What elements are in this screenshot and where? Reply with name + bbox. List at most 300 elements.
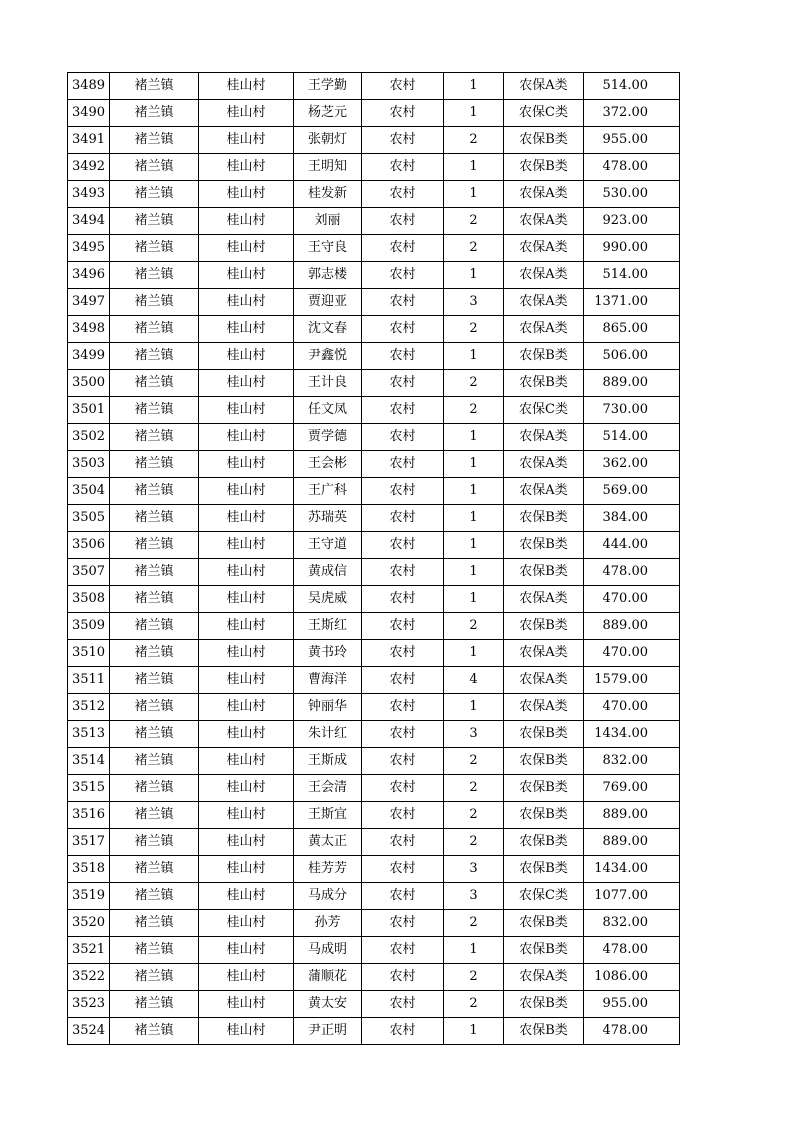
name-cell: 马成明 — [294, 937, 362, 964]
name-cell: 王斯红 — [294, 613, 362, 640]
name-cell: 王斯宜 — [294, 802, 362, 829]
town-cell: 褚兰镇 — [110, 505, 199, 532]
insurance-type-cell: 农保B类 — [504, 532, 584, 559]
insurance-type-cell: 农保B类 — [504, 856, 584, 883]
village-cell: 桂山村 — [199, 478, 294, 505]
table-row — [68, 991, 680, 1018]
town-cell: 褚兰镇 — [110, 370, 199, 397]
table-row — [68, 964, 680, 991]
insurance-type-cell: 农保A类 — [504, 181, 584, 208]
insurance-type-cell: 农保C类 — [504, 100, 584, 127]
row-number: 3524 — [68, 1018, 110, 1045]
town-cell: 褚兰镇 — [110, 937, 199, 964]
table-row — [68, 667, 680, 694]
amount-cell: 514.00 — [584, 262, 680, 289]
household-count-cell: 4 — [444, 667, 504, 694]
amount-cell: 1371.00 — [584, 289, 680, 316]
amount-cell: 832.00 — [584, 910, 680, 937]
insurance-type-cell: 农保A类 — [504, 424, 584, 451]
row-number: 3494 — [68, 208, 110, 235]
amount-cell: 955.00 — [584, 127, 680, 154]
insurance-type-cell: 农保A类 — [504, 586, 584, 613]
village-cell: 桂山村 — [199, 559, 294, 586]
name-cell: 王守道 — [294, 532, 362, 559]
table-row — [68, 397, 680, 424]
village-cell: 桂山村 — [199, 910, 294, 937]
household-count-cell: 3 — [444, 883, 504, 910]
row-number: 3504 — [68, 478, 110, 505]
category-cell: 农村 — [362, 910, 444, 937]
table-row — [68, 1018, 680, 1045]
town-cell: 褚兰镇 — [110, 829, 199, 856]
table-row — [68, 262, 680, 289]
table-row — [68, 748, 680, 775]
insurance-type-cell: 农保B类 — [504, 802, 584, 829]
name-cell: 钟丽华 — [294, 694, 362, 721]
insurance-type-cell: 农保A类 — [504, 208, 584, 235]
row-number: 3517 — [68, 829, 110, 856]
amount-cell: 923.00 — [584, 208, 680, 235]
household-count-cell: 3 — [444, 289, 504, 316]
insurance-type-cell: 农保B类 — [504, 829, 584, 856]
category-cell: 农村 — [362, 856, 444, 883]
category-cell: 农村 — [362, 181, 444, 208]
category-cell: 农村 — [362, 748, 444, 775]
category-cell: 农村 — [362, 235, 444, 262]
amount-cell: 889.00 — [584, 613, 680, 640]
insurance-type-cell: 农保A类 — [504, 667, 584, 694]
town-cell: 褚兰镇 — [110, 424, 199, 451]
town-cell: 褚兰镇 — [110, 343, 199, 370]
village-cell: 桂山村 — [199, 694, 294, 721]
town-cell: 褚兰镇 — [110, 100, 199, 127]
name-cell: 孙芳 — [294, 910, 362, 937]
household-count-cell: 2 — [444, 397, 504, 424]
row-number: 3516 — [68, 802, 110, 829]
name-cell: 黄太安 — [294, 991, 362, 1018]
village-cell: 桂山村 — [199, 235, 294, 262]
insurance-type-cell: 农保C类 — [504, 397, 584, 424]
table-row — [68, 721, 680, 748]
name-cell: 苏瑞英 — [294, 505, 362, 532]
table-row — [68, 343, 680, 370]
village-cell: 桂山村 — [199, 613, 294, 640]
table-row — [68, 73, 680, 100]
category-cell: 农村 — [362, 883, 444, 910]
household-count-cell: 1 — [444, 451, 504, 478]
village-cell: 桂山村 — [199, 262, 294, 289]
town-cell: 褚兰镇 — [110, 127, 199, 154]
name-cell: 沈文春 — [294, 316, 362, 343]
table-row — [68, 181, 680, 208]
village-cell: 桂山村 — [199, 802, 294, 829]
category-cell: 农村 — [362, 586, 444, 613]
row-number: 3501 — [68, 397, 110, 424]
town-cell: 褚兰镇 — [110, 748, 199, 775]
amount-cell: 1434.00 — [584, 721, 680, 748]
town-cell: 褚兰镇 — [110, 802, 199, 829]
household-count-cell: 2 — [444, 316, 504, 343]
town-cell: 褚兰镇 — [110, 532, 199, 559]
category-cell: 农村 — [362, 262, 444, 289]
amount-cell: 362.00 — [584, 451, 680, 478]
household-count-cell: 1 — [444, 181, 504, 208]
table-row — [68, 694, 680, 721]
table-row — [68, 802, 680, 829]
household-count-cell: 1 — [444, 478, 504, 505]
category-cell: 农村 — [362, 127, 444, 154]
row-number: 3513 — [68, 721, 110, 748]
category-cell: 农村 — [362, 964, 444, 991]
village-cell: 桂山村 — [199, 370, 294, 397]
amount-cell: 1434.00 — [584, 856, 680, 883]
household-count-cell: 2 — [444, 802, 504, 829]
household-count-cell: 1 — [444, 532, 504, 559]
town-cell: 褚兰镇 — [110, 235, 199, 262]
town-cell: 褚兰镇 — [110, 208, 199, 235]
row-number: 3493 — [68, 181, 110, 208]
category-cell: 农村 — [362, 802, 444, 829]
table-row — [68, 640, 680, 667]
amount-cell: 478.00 — [584, 1018, 680, 1045]
insurance-type-cell: 农保A类 — [504, 262, 584, 289]
category-cell: 农村 — [362, 343, 444, 370]
table-row — [68, 910, 680, 937]
category-cell: 农村 — [362, 1018, 444, 1045]
village-cell: 桂山村 — [199, 775, 294, 802]
household-count-cell: 1 — [444, 694, 504, 721]
category-cell: 农村 — [362, 937, 444, 964]
insurance-type-cell: 农保C类 — [504, 883, 584, 910]
row-number: 3499 — [68, 343, 110, 370]
town-cell: 褚兰镇 — [110, 640, 199, 667]
insurance-type-cell: 农保A类 — [504, 316, 584, 343]
town-cell: 褚兰镇 — [110, 397, 199, 424]
table-row — [68, 559, 680, 586]
name-cell: 尹鑫悦 — [294, 343, 362, 370]
village-cell: 桂山村 — [199, 586, 294, 613]
category-cell: 农村 — [362, 424, 444, 451]
table-row — [68, 532, 680, 559]
name-cell: 王守良 — [294, 235, 362, 262]
row-number: 3495 — [68, 235, 110, 262]
household-count-cell: 2 — [444, 775, 504, 802]
amount-cell: 470.00 — [584, 694, 680, 721]
village-cell: 桂山村 — [199, 343, 294, 370]
household-count-cell: 1 — [444, 100, 504, 127]
amount-cell: 514.00 — [584, 73, 680, 100]
town-cell: 褚兰镇 — [110, 316, 199, 343]
table-row — [68, 154, 680, 181]
amount-cell: 470.00 — [584, 586, 680, 613]
table-row — [68, 316, 680, 343]
table-row — [68, 100, 680, 127]
household-count-cell: 2 — [444, 127, 504, 154]
town-cell: 褚兰镇 — [110, 856, 199, 883]
table-row — [68, 235, 680, 262]
insurance-type-cell: 农保B类 — [504, 748, 584, 775]
category-cell: 农村 — [362, 397, 444, 424]
records-table — [67, 72, 680, 1045]
village-cell: 桂山村 — [199, 397, 294, 424]
household-count-cell: 1 — [444, 640, 504, 667]
amount-cell: 530.00 — [584, 181, 680, 208]
village-cell: 桂山村 — [199, 100, 294, 127]
household-count-cell: 1 — [444, 586, 504, 613]
household-count-cell: 2 — [444, 235, 504, 262]
village-cell: 桂山村 — [199, 856, 294, 883]
amount-cell: 384.00 — [584, 505, 680, 532]
table-row — [68, 937, 680, 964]
town-cell: 褚兰镇 — [110, 721, 199, 748]
table-row — [68, 586, 680, 613]
amount-cell: 730.00 — [584, 397, 680, 424]
name-cell: 任文凤 — [294, 397, 362, 424]
row-number: 3510 — [68, 640, 110, 667]
row-number: 3523 — [68, 991, 110, 1018]
category-cell: 农村 — [362, 505, 444, 532]
household-count-cell: 1 — [444, 1018, 504, 1045]
name-cell: 黄书玲 — [294, 640, 362, 667]
village-cell: 桂山村 — [199, 883, 294, 910]
amount-cell: 444.00 — [584, 532, 680, 559]
table-row — [68, 208, 680, 235]
name-cell: 张朝灯 — [294, 127, 362, 154]
household-count-cell: 3 — [444, 721, 504, 748]
household-count-cell: 2 — [444, 208, 504, 235]
amount-cell: 769.00 — [584, 775, 680, 802]
row-number: 3491 — [68, 127, 110, 154]
household-count-cell: 2 — [444, 829, 504, 856]
name-cell: 郭志楼 — [294, 262, 362, 289]
category-cell: 农村 — [362, 613, 444, 640]
village-cell: 桂山村 — [199, 316, 294, 343]
insurance-type-cell: 农保B类 — [504, 721, 584, 748]
amount-cell: 506.00 — [584, 343, 680, 370]
town-cell: 褚兰镇 — [110, 694, 199, 721]
category-cell: 农村 — [362, 721, 444, 748]
row-number: 3515 — [68, 775, 110, 802]
row-number: 3518 — [68, 856, 110, 883]
insurance-type-cell: 农保B类 — [504, 613, 584, 640]
amount-cell: 372.00 — [584, 100, 680, 127]
category-cell: 农村 — [362, 640, 444, 667]
town-cell: 褚兰镇 — [110, 73, 199, 100]
village-cell: 桂山村 — [199, 505, 294, 532]
amount-cell: 889.00 — [584, 802, 680, 829]
amount-cell: 514.00 — [584, 424, 680, 451]
amount-cell: 1579.00 — [584, 667, 680, 694]
category-cell: 农村 — [362, 991, 444, 1018]
amount-cell: 478.00 — [584, 559, 680, 586]
category-cell: 农村 — [362, 289, 444, 316]
insurance-type-cell: 农保B类 — [504, 127, 584, 154]
table-row — [68, 613, 680, 640]
row-number: 3492 — [68, 154, 110, 181]
insurance-type-cell: 农保A类 — [504, 73, 584, 100]
household-count-cell: 2 — [444, 613, 504, 640]
insurance-type-cell: 农保A类 — [504, 640, 584, 667]
insurance-type-cell: 农保B类 — [504, 559, 584, 586]
table-row — [68, 883, 680, 910]
town-cell: 褚兰镇 — [110, 883, 199, 910]
insurance-type-cell: 农保B类 — [504, 505, 584, 532]
household-count-cell: 1 — [444, 343, 504, 370]
insurance-type-cell: 农保A类 — [504, 478, 584, 505]
household-count-cell: 2 — [444, 964, 504, 991]
town-cell: 褚兰镇 — [110, 910, 199, 937]
table-row — [68, 451, 680, 478]
village-cell: 桂山村 — [199, 289, 294, 316]
village-cell: 桂山村 — [199, 748, 294, 775]
town-cell: 褚兰镇 — [110, 181, 199, 208]
category-cell: 农村 — [362, 154, 444, 181]
insurance-type-cell: 农保B类 — [504, 154, 584, 181]
row-number: 3520 — [68, 910, 110, 937]
category-cell: 农村 — [362, 370, 444, 397]
household-count-cell: 2 — [444, 910, 504, 937]
row-number: 3507 — [68, 559, 110, 586]
amount-cell: 955.00 — [584, 991, 680, 1018]
category-cell: 农村 — [362, 559, 444, 586]
amount-cell: 832.00 — [584, 748, 680, 775]
row-number: 3509 — [68, 613, 110, 640]
amount-cell: 478.00 — [584, 937, 680, 964]
village-cell: 桂山村 — [199, 964, 294, 991]
insurance-type-cell: 农保A类 — [504, 964, 584, 991]
table-row — [68, 478, 680, 505]
category-cell: 农村 — [362, 694, 444, 721]
row-number: 3497 — [68, 289, 110, 316]
town-cell: 褚兰镇 — [110, 964, 199, 991]
town-cell: 褚兰镇 — [110, 667, 199, 694]
category-cell: 农村 — [362, 73, 444, 100]
town-cell: 褚兰镇 — [110, 154, 199, 181]
name-cell: 王斯成 — [294, 748, 362, 775]
row-number: 3519 — [68, 883, 110, 910]
name-cell: 桂发新 — [294, 181, 362, 208]
household-count-cell: 1 — [444, 424, 504, 451]
table-row — [68, 775, 680, 802]
row-number: 3521 — [68, 937, 110, 964]
village-cell: 桂山村 — [199, 127, 294, 154]
category-cell: 农村 — [362, 451, 444, 478]
name-cell: 黄成信 — [294, 559, 362, 586]
name-cell: 刘丽 — [294, 208, 362, 235]
town-cell: 褚兰镇 — [110, 586, 199, 613]
category-cell: 农村 — [362, 532, 444, 559]
category-cell: 农村 — [362, 316, 444, 343]
village-cell: 桂山村 — [199, 1018, 294, 1045]
row-number: 3506 — [68, 532, 110, 559]
table-row — [68, 505, 680, 532]
name-cell: 朱计红 — [294, 721, 362, 748]
name-cell: 贾迎亚 — [294, 289, 362, 316]
row-number: 3522 — [68, 964, 110, 991]
household-count-cell: 3 — [444, 856, 504, 883]
table-row — [68, 289, 680, 316]
name-cell: 蒲顺花 — [294, 964, 362, 991]
village-cell: 桂山村 — [199, 991, 294, 1018]
category-cell: 农村 — [362, 829, 444, 856]
household-count-cell: 1 — [444, 937, 504, 964]
name-cell: 王广科 — [294, 478, 362, 505]
household-count-cell: 1 — [444, 262, 504, 289]
table-row — [68, 127, 680, 154]
name-cell: 曹海洋 — [294, 667, 362, 694]
amount-cell: 569.00 — [584, 478, 680, 505]
household-count-cell: 1 — [444, 559, 504, 586]
insurance-type-cell: 农保A类 — [504, 289, 584, 316]
town-cell: 褚兰镇 — [110, 1018, 199, 1045]
name-cell: 王学勤 — [294, 73, 362, 100]
category-cell: 农村 — [362, 775, 444, 802]
row-number: 3500 — [68, 370, 110, 397]
household-count-cell: 1 — [444, 73, 504, 100]
town-cell: 褚兰镇 — [110, 613, 199, 640]
category-cell: 农村 — [362, 667, 444, 694]
town-cell: 褚兰镇 — [110, 451, 199, 478]
town-cell: 褚兰镇 — [110, 559, 199, 586]
village-cell: 桂山村 — [199, 532, 294, 559]
table-row — [68, 424, 680, 451]
insurance-type-cell: 农保B类 — [504, 910, 584, 937]
table-row — [68, 856, 680, 883]
insurance-type-cell: 农保B类 — [504, 343, 584, 370]
amount-cell: 889.00 — [584, 829, 680, 856]
amount-cell: 889.00 — [584, 370, 680, 397]
household-count-cell: 2 — [444, 370, 504, 397]
amount-cell: 990.00 — [584, 235, 680, 262]
insurance-type-cell: 农保A类 — [504, 694, 584, 721]
amount-cell: 470.00 — [584, 640, 680, 667]
village-cell: 桂山村 — [199, 154, 294, 181]
insurance-type-cell: 农保B类 — [504, 1018, 584, 1045]
amount-cell: 865.00 — [584, 316, 680, 343]
name-cell: 王会清 — [294, 775, 362, 802]
town-cell: 褚兰镇 — [110, 289, 199, 316]
name-cell: 桂芳芳 — [294, 856, 362, 883]
table-row — [68, 829, 680, 856]
village-cell: 桂山村 — [199, 424, 294, 451]
name-cell: 贾学德 — [294, 424, 362, 451]
name-cell: 杨芝元 — [294, 100, 362, 127]
name-cell: 王会彬 — [294, 451, 362, 478]
insurance-type-cell: 农保A类 — [504, 235, 584, 262]
household-count-cell: 2 — [444, 748, 504, 775]
insurance-type-cell: 农保A类 — [504, 451, 584, 478]
name-cell: 黄太正 — [294, 829, 362, 856]
village-cell: 桂山村 — [199, 208, 294, 235]
household-count-cell: 1 — [444, 505, 504, 532]
name-cell: 王明知 — [294, 154, 362, 181]
insurance-type-cell: 农保B类 — [504, 991, 584, 1018]
village-cell: 桂山村 — [199, 829, 294, 856]
row-number: 3498 — [68, 316, 110, 343]
town-cell: 褚兰镇 — [110, 262, 199, 289]
category-cell: 农村 — [362, 478, 444, 505]
row-number: 3489 — [68, 73, 110, 100]
row-number: 3511 — [68, 667, 110, 694]
village-cell: 桂山村 — [199, 937, 294, 964]
household-count-cell: 2 — [444, 991, 504, 1018]
row-number: 3514 — [68, 748, 110, 775]
category-cell: 农村 — [362, 208, 444, 235]
row-number: 3503 — [68, 451, 110, 478]
village-cell: 桂山村 — [199, 721, 294, 748]
category-cell: 农村 — [362, 100, 444, 127]
name-cell: 马成分 — [294, 883, 362, 910]
